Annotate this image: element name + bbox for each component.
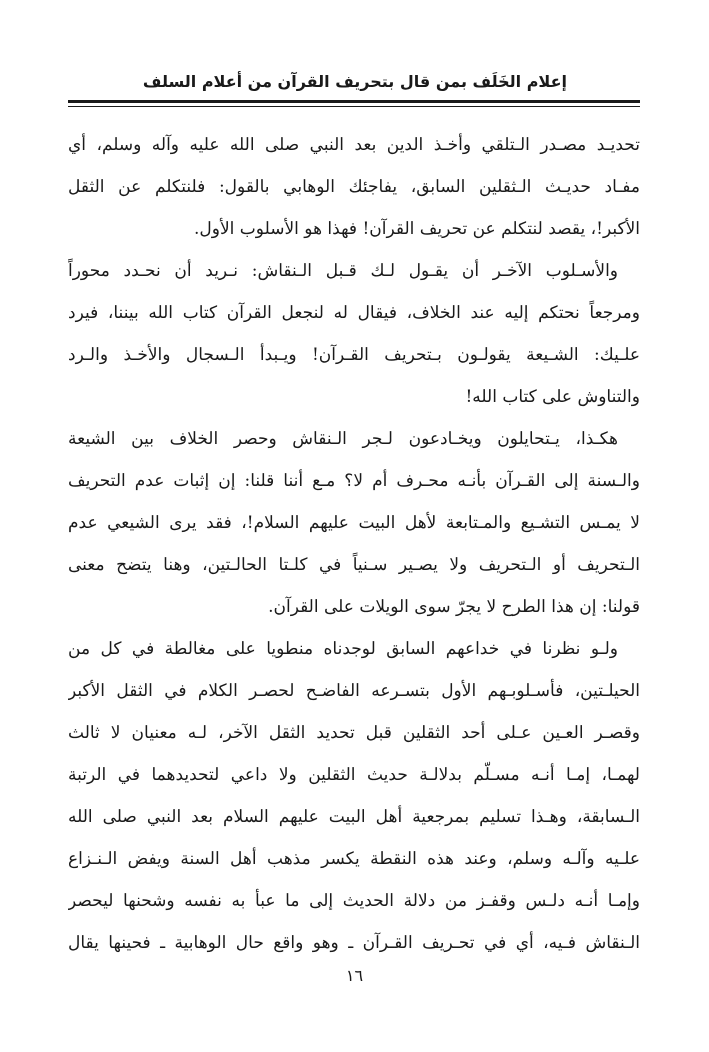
paragraph-1 [68, 124, 640, 250]
text-line: الأكبر!، يقصد لنتكلم عن تحريف القرآن! فهذا هو الأسلوب الأول. [194, 219, 640, 239]
text-line: قولنا: إن هذا الطرح لا يجرّ سوى الويلات على القرآن. [268, 597, 640, 617]
paragraph-3 [68, 418, 640, 628]
text-line: هكـذا، يـتحايلون ويخـادعون لـجر الـنقاش وحصر الخلاف بين الشيعة [68, 429, 618, 449]
body-text [68, 124, 640, 964]
header-rule-thin [68, 106, 640, 107]
text-line: والـسنة إلى القـرآن بأنـه محـرف أم لا؟ مـع أننا قلنا: إن إثبات عدم التحريف [68, 471, 640, 491]
running-header: إعلام الخَلَف بمن قال بتحريف القرآن من أعلام السلف [142, 72, 567, 91]
text-line: لا يمـس التشـيع والمـتابعة لأهل البيت عليهم السلام!، فقد يرى الشيعي عدم [68, 513, 640, 533]
header-rule-thick [68, 100, 640, 103]
page-number: ١٦ [345, 966, 364, 985]
text-line: ولـو نظرنا في خداعهم السابق لوجدناه منطويا على مغالطة في كل من [68, 639, 618, 659]
text-line: وإمـا أنـه دلـس وقفـز من دلالة الحديث إلى ما عبأ به نفسه وشحنها ليحصر [68, 891, 640, 911]
text-line: لهمـا، إمـا أنـه مسـلّم بدلالـة حديث الثقلين ولا داعي لتحديدهما في الرتبة [68, 765, 640, 785]
text-line: الـنقاش فـيه، أي في تحـريف القـرآن ـ وهو واقع حال الوهابية ـ فحينها يقال [68, 933, 640, 953]
paragraph-2 [68, 250, 640, 418]
text-line: الـسابقة، وهـذا تسليم بمرجعية أهل البيت عليهم السلام بعد النبي صلى الله [68, 807, 640, 827]
text-line: الـتحريف أو الـتحريف ولا يصـير سـنياً في كلـتا الحالـتين، وهنا يتضح معنى [68, 555, 640, 575]
text-line: والتناوش على كتاب الله! [465, 387, 640, 407]
text-line: علـيك: الشـيعة يقولـون بـتحريف القـرآن! ويـبدأ الـسجال والأخـذ والـرد [68, 345, 640, 365]
text-line: وقصـر العـين عـلى أحد الثقلين قبل تحديد الثقل الآخر، لـه معنيان لا ثالث [68, 723, 640, 743]
text-line: والأسـلوب الآخـر أن يقـول لـك قـبل الـنقاش: نـريد أن نحـدد محوراً [68, 261, 618, 281]
text-line: الحيلـتين، فأسـلوبـهم الأول بتسـرعه الفاضـح لحصـر الكلام في الثقل الأكبر [68, 681, 640, 701]
text-line: تحديـد مصـدر الـتلقي وأخـذ الدين بعد النبي صلى الله عليه وآله وسلم، أي [68, 135, 640, 155]
text-line: مفـاد حديـث الـثقلين السابق، يفاجئك الوهابي بالقول: فلنتكلم عن الثقل [68, 177, 640, 197]
paragraph-4 [68, 628, 640, 964]
text-line: علـيه وآلـه وسلم، وعند هذه النقطة يكسر مذهب أهل السنة ويفض الـنـزاع [68, 849, 640, 869]
text-line: ومرجعاً نحتكم إليه عند الخلاف، فيقال له لنجعل القرآن كتاب الله بيننا، فيرد [68, 303, 640, 323]
